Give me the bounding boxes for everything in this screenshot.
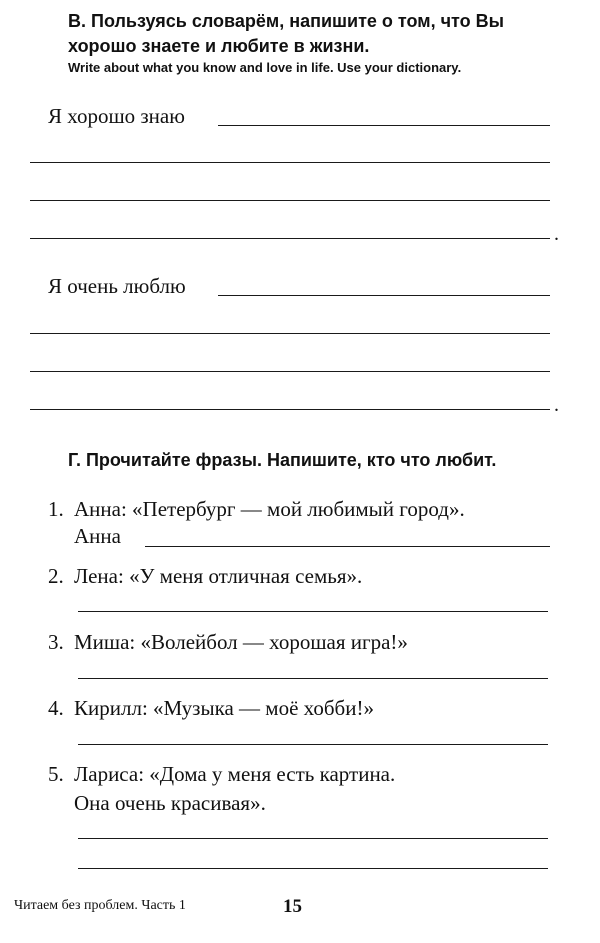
item-2-number: 2.	[48, 564, 64, 588]
answer-line-know-1[interactable]	[218, 125, 550, 126]
section-v-title-en: Write about what you know and love in life. Use your dictionary.	[68, 60, 462, 75]
item-4-text: Кирилл: «Музыка — моё хобби!»	[74, 696, 374, 720]
prompt-know: Я хорошо знаю	[48, 104, 185, 128]
page-number: 15	[283, 896, 302, 917]
section-v-title-line2: хорошо знаете и любите в жизни.	[68, 36, 370, 56]
answer-line-love-1[interactable]	[218, 295, 550, 296]
item-5-text-line2: Она очень красивая».	[74, 791, 266, 815]
item-3-text: Миша: «Волейбол — хорошая игра!»	[74, 630, 408, 654]
answer-line-love-4[interactable]	[30, 409, 550, 410]
answer-line-item-2[interactable]	[78, 611, 548, 612]
item-2-text: Лена: «У меня отличная семья».	[74, 564, 363, 588]
answer-line-love-3[interactable]	[30, 371, 550, 372]
answer-line-item-4[interactable]	[78, 744, 548, 745]
answer-line-item-3[interactable]	[78, 678, 548, 679]
section-v-title-line1: В. Пользуясь словарём, напишите о том, что Вы	[68, 11, 504, 31]
section-g-title: Г. Прочитайте фразы. Напишите, кто что любит.	[68, 450, 497, 470]
period-mark: .	[554, 223, 559, 245]
item-1-number: 1.	[48, 497, 64, 521]
item-3-number: 3.	[48, 630, 64, 654]
answer-line-love-2[interactable]	[30, 333, 550, 334]
item-5-number: 5.	[48, 762, 64, 786]
prompt-love: Я очень люблю	[48, 274, 186, 298]
item-1-text: Анна: «Петербург — мой любимый город».	[74, 497, 465, 521]
answer-line-item-1[interactable]	[145, 546, 550, 547]
answer-line-know-2[interactable]	[30, 162, 550, 163]
answer-line-item-5-2[interactable]	[78, 868, 548, 869]
answer-line-item-5-1[interactable]	[78, 838, 548, 839]
period-mark: .	[554, 394, 559, 416]
item-1-answer-prefix: Анна	[74, 524, 121, 548]
item-4-number: 4.	[48, 696, 64, 720]
item-5-text-line1: Лариса: «Дома у меня есть картина.	[74, 762, 396, 786]
answer-line-know-3[interactable]	[30, 200, 550, 201]
answer-line-know-4[interactable]	[30, 238, 550, 239]
footer-book-title: Читаем без проблем. Часть 1	[14, 898, 186, 913]
